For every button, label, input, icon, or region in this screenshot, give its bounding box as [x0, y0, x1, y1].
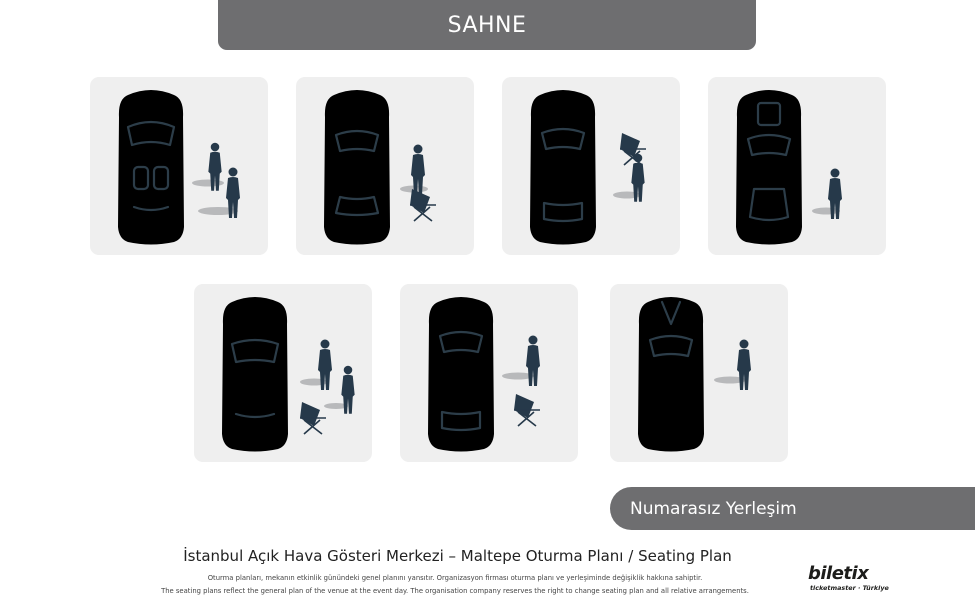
parking-spot-7: [610, 284, 788, 462]
convertible-car-with-two-people: [90, 77, 268, 255]
biletix-logo: [808, 564, 889, 592]
disclaimer-english: The seating plans reflect the general plan of the venue at the event day. The organisation company reserves the right to change seating plan and all relative arrangements.: [161, 587, 749, 595]
brand-tagline: ticketmaster · Türkiye: [810, 584, 889, 592]
sunroof-hatchback-with-person: [708, 77, 886, 255]
sedan-with-chair-and-person: [502, 77, 680, 255]
brand-name: biletix: [808, 563, 869, 584]
hatchback-with-two-people-and-chair: [194, 284, 372, 462]
parking-spot-5: [194, 284, 372, 462]
seating-type-badge: [610, 487, 975, 530]
sedan-with-person-and-chair: [296, 77, 474, 255]
coupe-with-person: [610, 284, 788, 462]
parking-spot-1: [90, 77, 268, 255]
stage-label: SAHNE: [447, 12, 527, 38]
venue-title: İstanbul Açık Hava Gösteri Merkezi – Maltepe Oturma Planı / Seating Plan: [183, 547, 732, 565]
stage-banner: [218, 0, 756, 50]
sedan-with-person-and-chair: [400, 284, 578, 462]
parking-spot-4: [708, 77, 886, 255]
seating-type-label: Numarasız Yerleşim: [630, 498, 797, 519]
parking-spot-2: [296, 77, 474, 255]
parking-spot-6: [400, 284, 578, 462]
disclaimer-turkish: Oturma planları, mekanın etkinlik günündeki genel planını yansıtır. Organizasyon firması oturma planı ve yerleşiminde değişiklik hakkına sahiptir.: [207, 574, 703, 582]
parking-spot-3: [502, 77, 680, 255]
